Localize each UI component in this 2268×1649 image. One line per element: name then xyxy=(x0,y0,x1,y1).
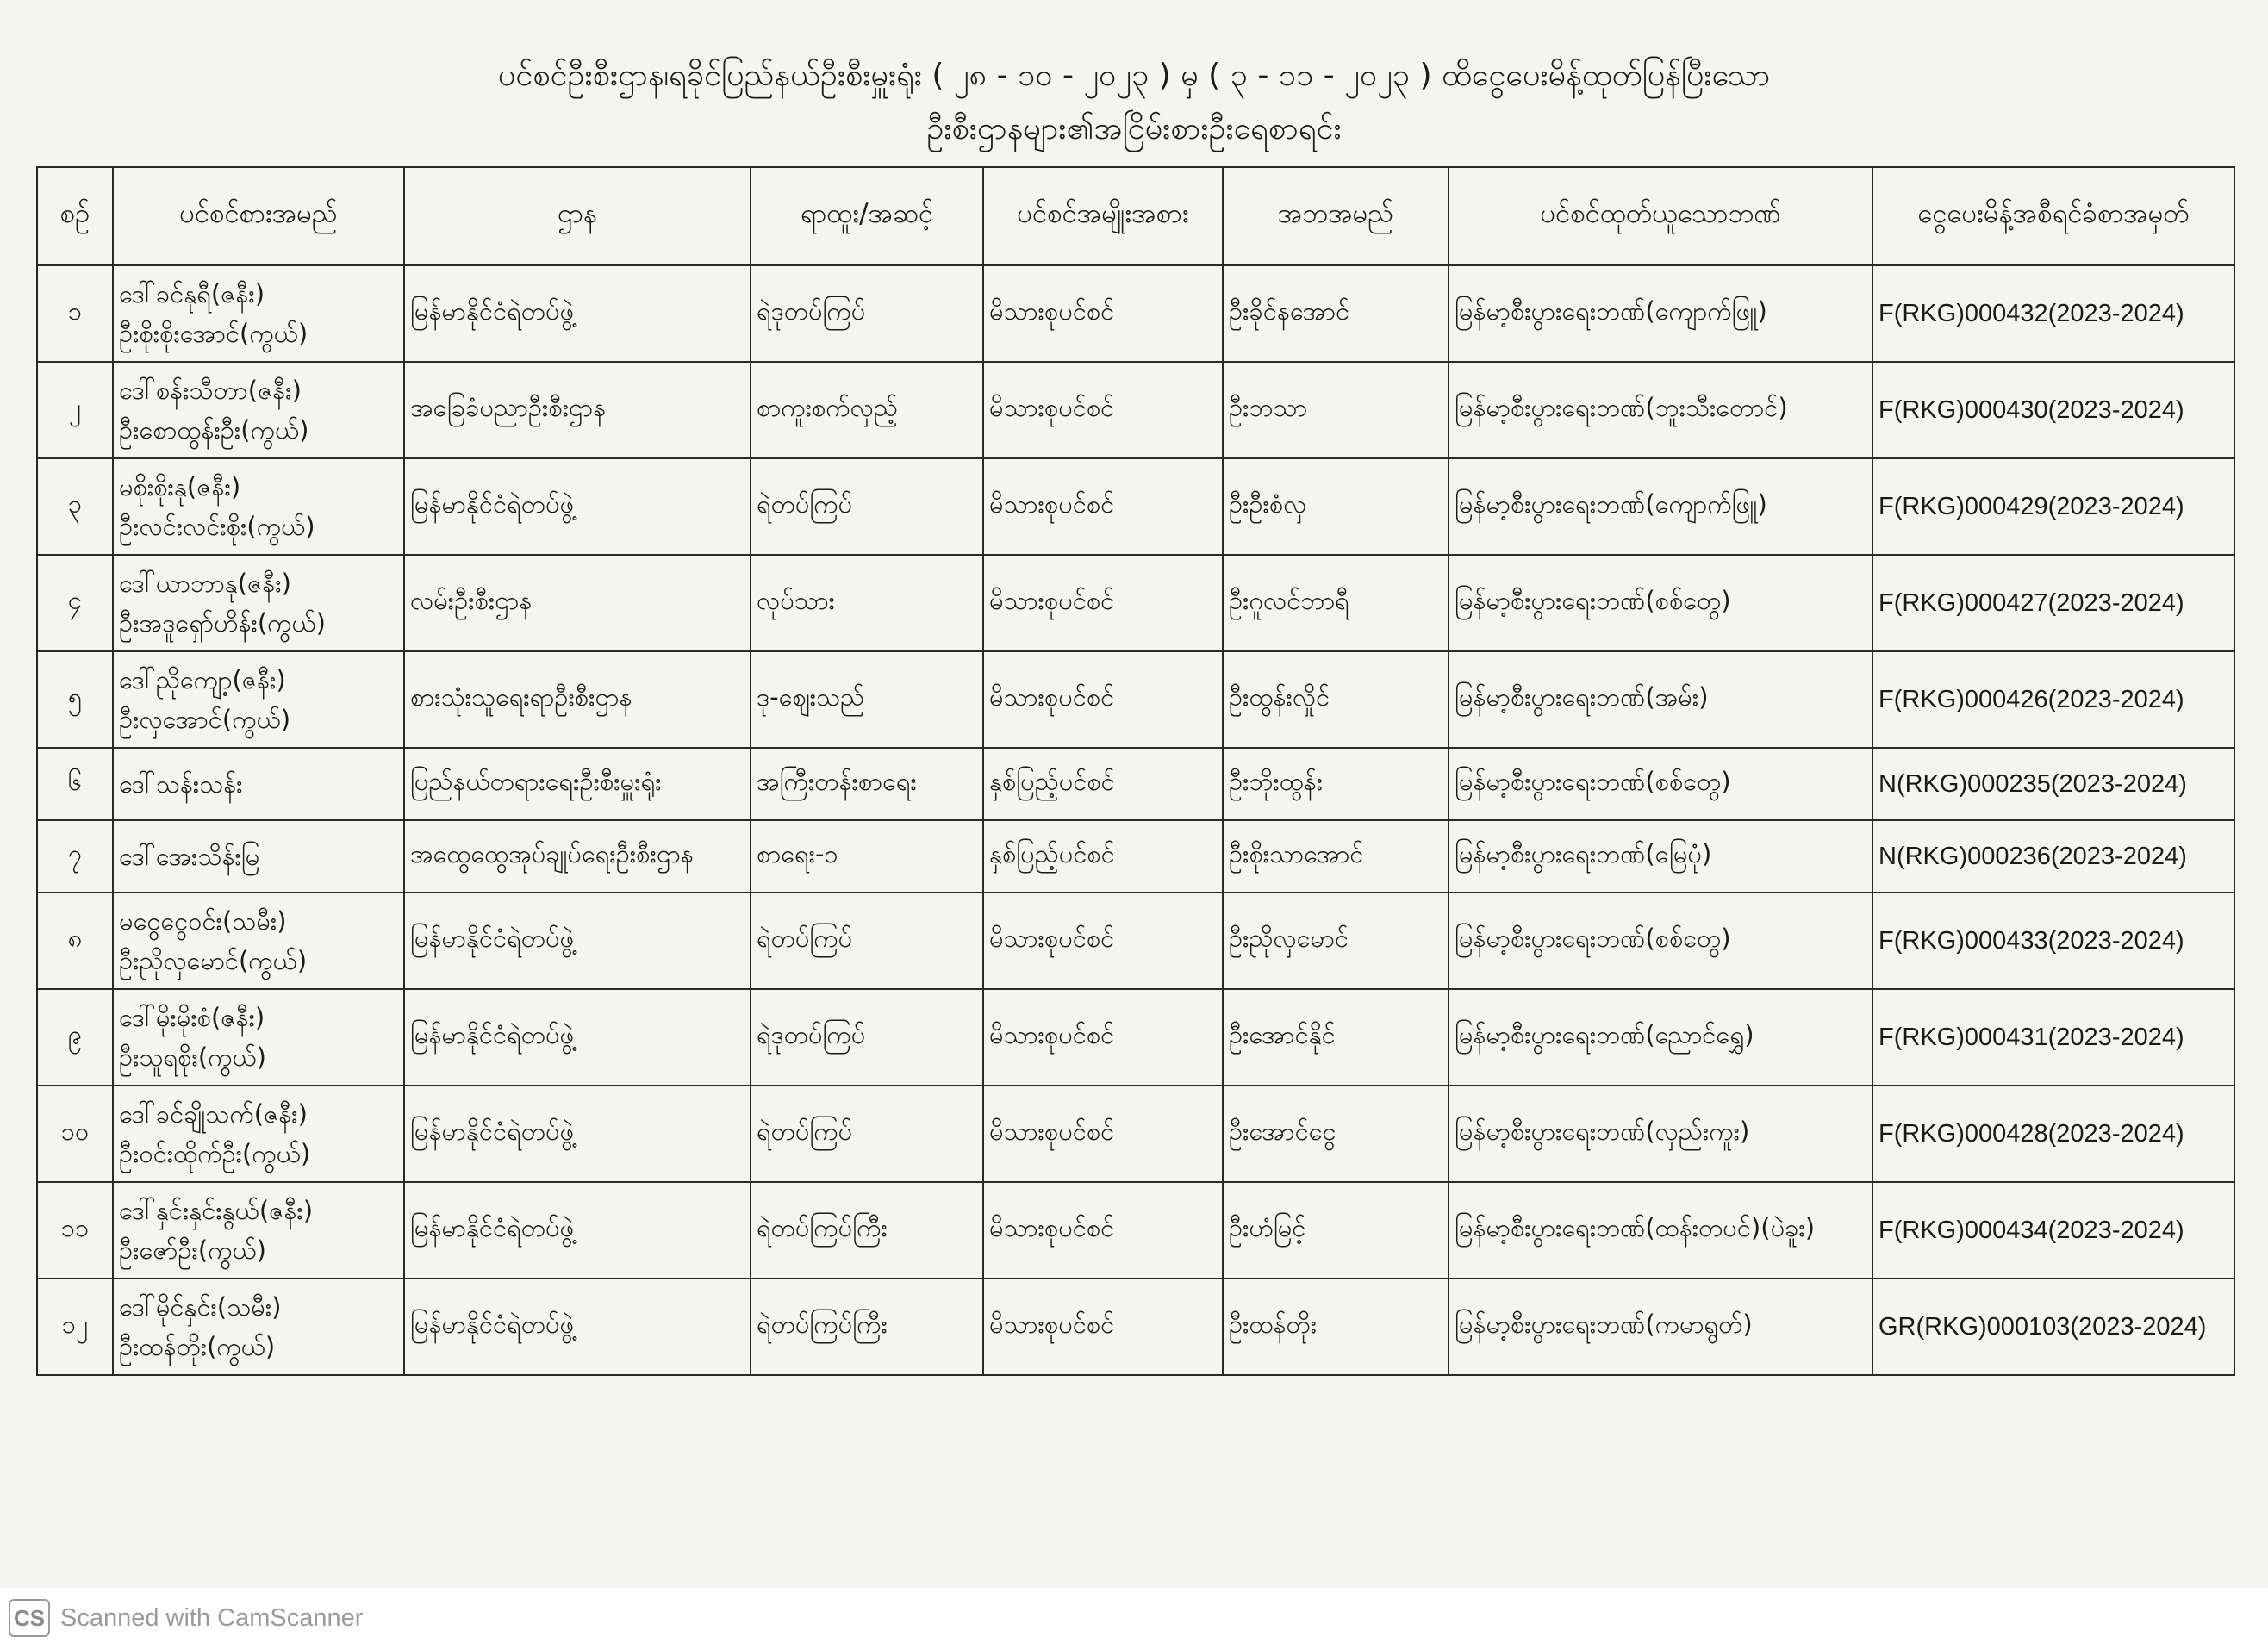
cell-license-no: F(RKG)000433(2023-2024) xyxy=(1872,893,2234,989)
cell-department: အခြေခံပညာဦးစီးဌာန xyxy=(404,362,751,458)
cell-no: ၄ xyxy=(37,555,113,651)
deceased-spouse-name: ဦးလင်းလင်းစိုး(ကွယ်) xyxy=(119,512,315,541)
cell-bank: မြန်မာ့စီးပွားရေးဘဏ်(စစ်တွေ) xyxy=(1449,748,1872,820)
cell-license-no: F(RKG)000426(2023-2024) xyxy=(1872,651,2234,748)
table-row xyxy=(37,1279,2234,1375)
col-header-rank: ရာထူး/အဆင့် xyxy=(751,167,983,265)
col-header-father-name: အဘအမည် xyxy=(1223,167,1449,265)
cell-rank: ရဲတပ်ကြပ်ကြီး xyxy=(751,1279,983,1375)
cell-rank: အကြီးတန်းစာရေး xyxy=(751,748,983,820)
pensioner-name: ဒေါ်အေးသိန်းမြ xyxy=(119,842,260,871)
cell-license-no: F(RKG)000429(2023-2024) xyxy=(1872,458,2234,555)
pensioner-name: ဒေါ်မိုင်နှင်း(သမီး) xyxy=(119,1292,282,1322)
cell-bank: မြန်မာ့စီးပွားရေးဘဏ်(စစ်တွေ) xyxy=(1449,555,1872,651)
table-row xyxy=(37,362,2234,458)
cell-no: ၁၁ xyxy=(37,1182,113,1279)
table-row xyxy=(37,820,2234,893)
cell-bank: မြန်မာ့စီးပွားရေးဘဏ်(ကျောက်ဖြူ) xyxy=(1449,265,1872,362)
cell-pensioner-name xyxy=(113,555,404,651)
col-header-bank: ပင်စင်ထုတ်ယူသောဘဏ် xyxy=(1449,167,1872,265)
cell-no: ၉ xyxy=(37,989,113,1086)
cell-pension-type: မိသားစုပင်စင် xyxy=(983,362,1223,458)
cell-bank: မြန်မာ့စီးပွားရေးဘဏ်(ကျောက်ဖြူ) xyxy=(1449,458,1872,555)
cell-bank: မြန်မာ့စီးပွားရေးဘဏ်(ကမာရွတ်) xyxy=(1449,1279,1872,1375)
deceased-spouse-name: ဦးစောထွန်းဦး(ကွယ်) xyxy=(119,415,309,445)
cell-no: ၁ xyxy=(37,265,113,362)
cell-department: မြန်မာနိုင်ငံရဲတပ်ဖွဲ့ xyxy=(404,458,751,555)
cell-pensioner-name xyxy=(113,362,404,458)
cell-department: မြန်မာနိုင်ငံရဲတပ်ဖွဲ့ xyxy=(404,1182,751,1279)
cell-pension-type: မိသားစုပင်စင် xyxy=(983,989,1223,1086)
cell-no: ၆ xyxy=(37,748,113,820)
cell-father-name: ဦးဦးစံလှ xyxy=(1223,458,1449,555)
cell-father-name: ဦးခိုင်နအောင် xyxy=(1223,265,1449,362)
pensioner-name: ဒေါ်ခင်နုရီ(ဇနီး) xyxy=(119,279,265,308)
table-row xyxy=(37,265,2234,362)
cell-rank: လုပ်သား xyxy=(751,555,983,651)
table-row xyxy=(37,458,2234,555)
cell-pension-type: မိသားစုပင်စင် xyxy=(983,555,1223,651)
cell-no: ၂ xyxy=(37,362,113,458)
cell-bank: မြန်မာ့စီးပွားရေးဘဏ်(မြေပုံ) xyxy=(1449,820,1872,893)
cell-pension-type: မိသားစုပင်စင် xyxy=(983,1279,1223,1375)
cell-pension-type: နှစ်ပြည့်ပင်စင် xyxy=(983,820,1223,893)
document-title-line-1: ပင်စင်ဦးစီးဌာန၊ရခိုင်ပြည်နယ်ဦးစီးမှူးရုံး ( ၂၈ - ၁၀ - ၂၀၂၃ ) မှ ( ၃ - ၁၁ - ၂၀၂၃ ) ထိငွေပေးမိန့်ထုတ်ပြန်ပြီးသော xyxy=(497,58,1771,93)
cell-pensioner-name xyxy=(113,265,404,362)
cell-license-no: F(RKG)000427(2023-2024) xyxy=(1872,555,2234,651)
cell-license-no: F(RKG)000430(2023-2024) xyxy=(1872,362,2234,458)
cell-license-no: GR(RKG)000103(2023-2024) xyxy=(1872,1279,2234,1375)
deceased-spouse-name: ဦးဝင်းထိုက်ဦး(ကွယ်) xyxy=(119,1139,311,1168)
cell-bank: မြန်မာ့စီးပွားရေးဘဏ်(စစ်တွေ) xyxy=(1449,893,1872,989)
deceased-spouse-name: ဦးဇော်ဦး(ကွယ်) xyxy=(119,1235,266,1265)
cell-no: ၁၀ xyxy=(37,1086,113,1182)
cell-rank: ရဲဒုတပ်ကြပ် xyxy=(751,989,983,1086)
cell-no: ၁၂ xyxy=(37,1279,113,1375)
cell-rank: ရဲတပ်ကြပ်ကြီး xyxy=(751,1182,983,1279)
cell-department: မြန်မာနိုင်ငံရဲတပ်ဖွဲ့ xyxy=(404,1086,751,1182)
cell-father-name: ဦးဘသာ xyxy=(1223,362,1449,458)
col-header-license-no: ငွေပေးမိန့်အစီရင်ခံစာအမှတ် xyxy=(1872,167,2234,265)
cell-pensioner-name xyxy=(113,1182,404,1279)
cell-license-no: F(RKG)000432(2023-2024) xyxy=(1872,265,2234,362)
pensioner-name: မစိုးစိုးနု(ဇနီး) xyxy=(119,472,241,501)
cell-rank: ရဲဒုတပ်ကြပ် xyxy=(751,265,983,362)
cell-bank: မြန်မာ့စီးပွားရေးဘဏ်(လှည်းကူး) xyxy=(1449,1086,1872,1182)
cell-father-name: ဦးစိုးသာအောင် xyxy=(1223,820,1449,893)
cell-no: ၃ xyxy=(37,458,113,555)
camscanner-logo-icon: CS xyxy=(9,1599,50,1637)
table-row xyxy=(37,555,2234,651)
table-row xyxy=(37,989,2234,1086)
cell-bank: မြန်မာ့စီးပွားရေးဘဏ်(ဘူးသီးတောင်) xyxy=(1449,362,1872,458)
pensioner-name: မငွေငွေဝင်း(သမီး) xyxy=(119,906,287,936)
deceased-spouse-name: ဦးစိုးစိုးအောင်(ကွယ်) xyxy=(119,319,308,348)
deceased-spouse-name: ဦးလှအောင်(ကွယ်) xyxy=(119,705,291,734)
cell-department: မြန်မာနိုင်ငံရဲတပ်ဖွဲ့ xyxy=(404,989,751,1086)
camscanner-footer xyxy=(9,1599,363,1637)
pensioner-name: ဒေါ်ညိုကျော့(ဇနီး) xyxy=(119,665,286,694)
col-header-pension-type: ပင်စင်အမျိုးအစား xyxy=(983,167,1223,265)
cell-bank: မြန်မာ့စီးပွားရေးဘဏ်(အမ်း) xyxy=(1449,651,1872,748)
cell-pensioner-name xyxy=(113,989,404,1086)
cell-department: ပြည်နယ်တရားရေးဦးစီးမှူးရုံး xyxy=(404,748,751,820)
cell-pension-type: မိသားစုပင်စင် xyxy=(983,458,1223,555)
cell-pensioner-name xyxy=(113,893,404,989)
cell-license-no: F(RKG)000431(2023-2024) xyxy=(1872,989,2234,1086)
col-header-no: စဉ် xyxy=(37,167,113,265)
cell-no: ၅ xyxy=(37,651,113,748)
cell-rank: စာရေး-၁ xyxy=(751,820,983,893)
cell-father-name: ဦးထွန်းလှိုင် xyxy=(1223,651,1449,748)
cell-pensioner-name xyxy=(113,651,404,748)
cell-pensioner-name xyxy=(113,1279,404,1375)
table-header-row xyxy=(37,167,2234,265)
cell-bank: မြန်မာ့စီးပွားရေးဘဏ်(ထန်းတပင်)(ပဲခူး) xyxy=(1449,1182,1872,1279)
pensioner-name: ဒေါ်နှင်းနှင်းနွယ်(ဇနီး) xyxy=(119,1196,314,1225)
cell-license-no: N(RKG)000235(2023-2024) xyxy=(1872,748,2234,820)
cell-father-name: ဦးထန်တိုး xyxy=(1223,1279,1449,1375)
cell-department: အထွေထွေအုပ်ချုပ်ရေးဦးစီးဌာန xyxy=(404,820,751,893)
table-row xyxy=(37,651,2234,748)
cell-pension-type: မိသားစုပင်စင် xyxy=(983,1182,1223,1279)
cell-bank: မြန်မာ့စီးပွားရေးဘဏ်(ညောင်ရွှေ) xyxy=(1449,989,1872,1086)
pensioner-name: ဒေါ်စန်းသီတာ(ဇနီး) xyxy=(119,376,302,405)
cell-department: မြန်မာနိုင်ငံရဲတပ်ဖွဲ့ xyxy=(404,1279,751,1375)
pensioner-name: ဒေါ်မိုးမိုးစံ(ဇနီး) xyxy=(119,1003,265,1032)
cell-pension-type: နှစ်ပြည့်ပင်စင် xyxy=(983,748,1223,820)
deceased-spouse-name: ဦးသူရစိုး(ကွယ်) xyxy=(119,1042,266,1072)
cell-pension-type: မိသားစုပင်စင် xyxy=(983,265,1223,362)
cell-pensioner-name xyxy=(113,748,404,820)
table-row xyxy=(37,748,2234,820)
cell-license-no: N(RKG)000236(2023-2024) xyxy=(1872,820,2234,893)
table-row xyxy=(37,1086,2234,1182)
cell-pension-type: မိသားစုပင်စင် xyxy=(983,893,1223,989)
cell-rank: ရဲတပ်ကြပ် xyxy=(751,458,983,555)
cell-department: စားသုံးသူရေးရာဦးစီးဌာန xyxy=(404,651,751,748)
cell-rank: ရဲတပ်ကြပ် xyxy=(751,1086,983,1182)
cell-department: မြန်မာနိုင်ငံရဲတပ်ဖွဲ့ xyxy=(404,893,751,989)
pensioner-name: ဒေါ်ယာဘာနု(ဇနီး) xyxy=(119,569,291,598)
cell-department: မြန်မာနိုင်ငံရဲတပ်ဖွဲ့ xyxy=(404,265,751,362)
col-header-department: ဌာန xyxy=(404,167,751,265)
cell-rank: ရဲတပ်ကြပ် xyxy=(751,893,983,989)
cell-father-name: ဦးဂူလင်ဘာရီ xyxy=(1223,555,1449,651)
table-row xyxy=(37,1182,2234,1279)
pensioner-table xyxy=(36,166,2235,1376)
cell-father-name: ဦးဘိုးထွန်း xyxy=(1223,748,1449,820)
camscanner-footer-text: Scanned with CamScanner xyxy=(60,1603,364,1632)
pensioner-name: ဒေါ်ခင်ချိုသက်(ဇနီး) xyxy=(119,1099,308,1129)
cell-license-no: F(RKG)000434(2023-2024) xyxy=(1872,1182,2234,1279)
cell-father-name: ဦးအောင်နိုင် xyxy=(1223,989,1449,1086)
cell-pensioner-name xyxy=(113,1086,404,1182)
deceased-spouse-name: ဦးညိုလှမောင်(ကွယ်) xyxy=(119,946,308,975)
col-header-name: ပင်စင်စားအမည် xyxy=(113,167,404,265)
cell-father-name: ဦးအောင်ငွေ xyxy=(1223,1086,1449,1182)
cell-father-name: ဦးညိုလှမောင် xyxy=(1223,893,1449,989)
cell-father-name: ဦးဟံမြင့် xyxy=(1223,1182,1449,1279)
cell-rank: စာကူးစက်လှည့် xyxy=(751,362,983,458)
cell-pensioner-name xyxy=(113,458,404,555)
pensioner-name: ဒေါ်သန်းသန်း xyxy=(119,769,243,799)
cell-rank: ဒု-ဈေးသည် xyxy=(751,651,983,748)
cell-pension-type: မိသားစုပင်စင် xyxy=(983,1086,1223,1182)
table-row xyxy=(37,893,2234,989)
cell-pension-type: မိသားစုပင်စင် xyxy=(983,651,1223,748)
deceased-spouse-name: ဦးထန်တိုး(ကွယ်) xyxy=(119,1332,276,1361)
document-title-line-2: ဦးစီးဌာနများ၏အငြိမ်းစားဦးရေစာရင်း xyxy=(926,111,1342,146)
cell-license-no: F(RKG)000428(2023-2024) xyxy=(1872,1086,2234,1182)
deceased-spouse-name: ဦးအဒူရှော်ဟိန်း(ကွယ်) xyxy=(119,608,326,638)
cell-no: ၈ xyxy=(37,893,113,989)
cell-no: ၇ xyxy=(37,820,113,893)
cell-pensioner-name xyxy=(113,820,404,893)
cell-department: လမ်းဦးစီးဌာန xyxy=(404,555,751,651)
